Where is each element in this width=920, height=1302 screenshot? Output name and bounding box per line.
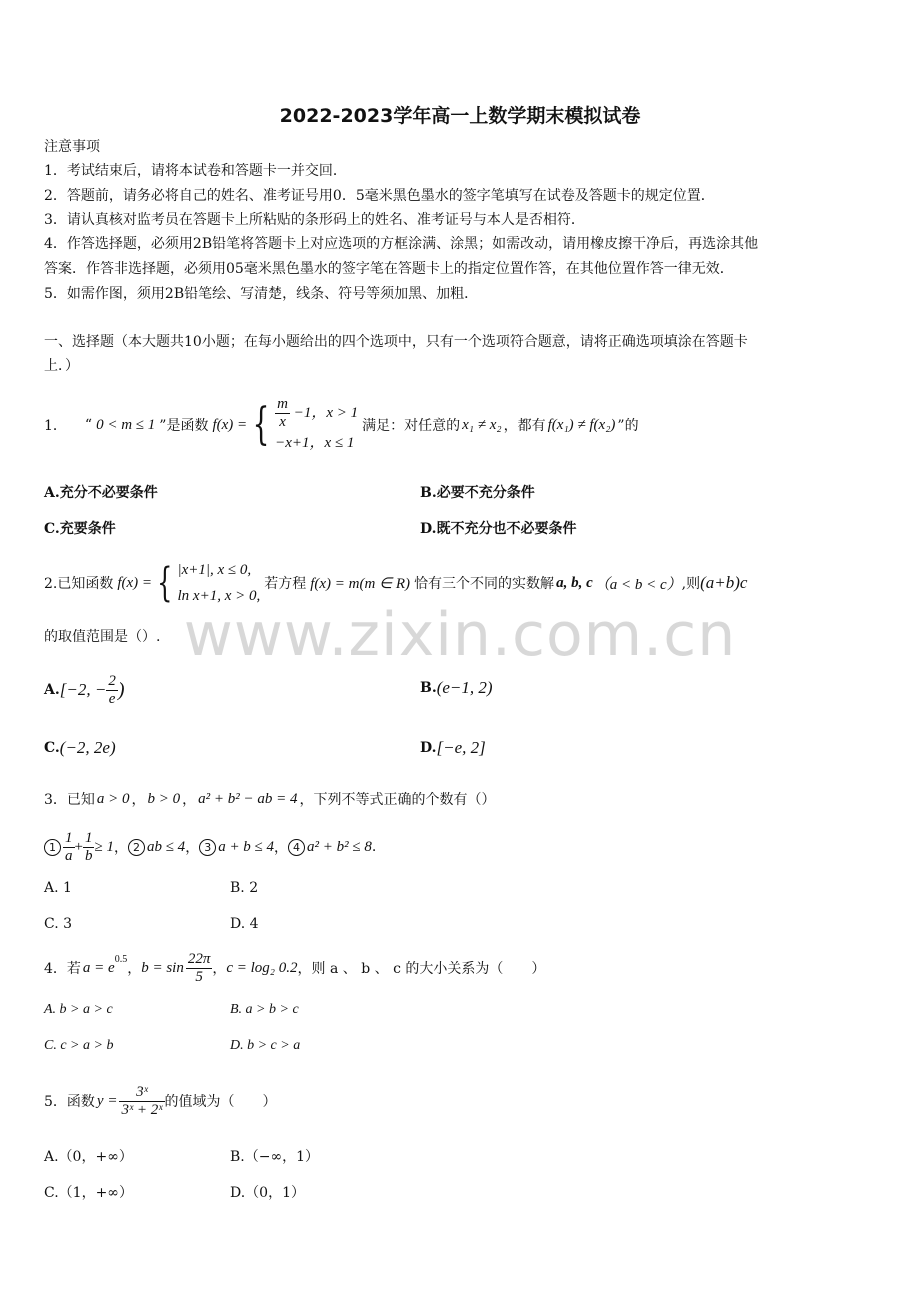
q2-option-d-value: [−e, 2] — [436, 738, 486, 757]
q1-mid-text-2: ，都有 — [503, 418, 546, 434]
q3-cond-1: ≥ 1 — [94, 838, 114, 855]
q2-function: f(x) = — [117, 574, 153, 591]
q2-case-1: |x+1|, x ≤ 0, — [177, 562, 252, 578]
q4-post: ，则 a 、 b 、 c 的大小关系为（ ） — [297, 961, 546, 977]
question-3: 3．已知 a > 0 ， b > 0 ， a² + b² − ab = 4 ，下列不等式正确的个数有（） — [44, 790, 496, 808]
notice-item-2: 2．答题前，请务必将自己的姓名、准考证号用0．5毫米黑色墨水的签字笔填写在试卷及答题卡的规定位置． — [44, 188, 715, 204]
question-4: 4．若 a = e $^{0.5}$ ， b = sin $\frac{22\pi}{5}$ ， c = log₂ 0.2 ，则 a 、 b 、 c 的大小关系为（ ） — [44, 950, 546, 985]
section-heading: 一、选择题（本大题共10小题；在每小题给出的四个选项中，只有一个选项符合题意，请将正确选项填涂在答题卡 — [44, 334, 748, 350]
q2-option-a[interactable] — [44, 666, 124, 714]
q4-a: a = e — [82, 959, 115, 976]
q2-option-b-label: B. — [420, 680, 437, 696]
q4-option-a[interactable]: A. b > a > c — [44, 1002, 113, 1017]
q1-cases — [275, 396, 358, 455]
q4-b: b = sin — [141, 959, 184, 976]
q3-option-c[interactable]: C. 3 — [44, 916, 73, 932]
q2-equation: f(x) = m(m ∈ R) — [310, 575, 411, 592]
notice-item-5: 5．如需作图，须用2B铅笔绘、写清楚，线条、符号等须加黑、加粗． — [44, 286, 479, 302]
q1-fraction: $\frac{m}{x}$ — [277, 395, 288, 430]
q1-open-quote: “ — [84, 417, 93, 433]
q2-option-a-label: A. — [44, 682, 60, 698]
q2-option-a-fraction: $\frac{2}{e}$ — [108, 672, 116, 707]
q2-then: ,则 — [681, 576, 701, 592]
section-heading-cont: 上．） — [44, 358, 79, 374]
q2-expression: (a+b)c — [700, 573, 748, 592]
q5-option-a[interactable]: A.（0，+∞） — [44, 1149, 133, 1165]
notice-item-1: 1．考试结束后，请将本试卷和答题卡一并交回． — [44, 163, 347, 179]
q3-option-a[interactable]: A. 1 — [44, 880, 72, 896]
q5-option-d[interactable]: D.（0，1） — [230, 1185, 305, 1201]
q1-case-2: −x+1，x ≤ 1 — [275, 434, 355, 451]
question-2 — [44, 555, 747, 611]
q1-option-d[interactable]: D.既不充分也不必要条件 — [420, 521, 577, 537]
q4-pre: 4．若 — [44, 961, 81, 977]
q3-conditions: 1 $\frac{1}{a}$ + $\frac{1}{b}$ ≥ 1 ， 2 ab ≤ 4 ， 3 a + b ≤ 4 ， 4 a² + b² ≤ 8 . — [44, 824, 376, 870]
q4-option-c[interactable]: C. c > a > b — [44, 1038, 114, 1053]
circle-3-icon: 3 — [199, 839, 216, 856]
q3-frac-1a: $\frac{1}{a}$ — [65, 829, 73, 864]
notice-item-3: 3．请认真核对监考员在答题卡上所粘贴的条形码上的姓名、准考证号与本人是否相符． — [44, 212, 585, 228]
q1-brace: { — [252, 399, 270, 450]
q2-order: （a < b < c） — [594, 576, 682, 593]
q2-option-c-value: (−2, 2e) — [59, 738, 116, 757]
q3-stem-post: ，下列不等式正确的个数有（） — [299, 792, 496, 808]
q2-option-b[interactable] — [420, 678, 493, 698]
notice-item-4-cont: 答案．作答非选择题，必须用05毫米黑色墨水的签字笔在答题卡上的指定位置作答，在其他位置作答一律无效． — [44, 261, 734, 277]
q4-option-d[interactable]: D. b > c > a — [230, 1038, 301, 1053]
q5-pre: 5．函数 — [44, 1094, 95, 1110]
q5-option-c[interactable]: C.（1，+∞） — [44, 1185, 133, 1201]
q2-case-2: ln x+1, x > 0, — [177, 588, 261, 604]
q1-end-text: ”的 — [617, 418, 639, 434]
page-title: 2022-2023学年高一上数学期末模拟试卷 — [279, 105, 641, 127]
q1-condition: 0 < m ≤ 1 — [96, 416, 156, 433]
q5-y: y = — [96, 1092, 118, 1109]
q2-mid-text-2: 恰有三个不同的实数解 — [414, 576, 555, 592]
question-5 — [44, 1076, 277, 1126]
q2-option-a-left: [−2, − — [59, 680, 107, 699]
q3-stem-pre: 3．已知 — [44, 792, 95, 808]
q2-stem-cont: 的取值范围是（）. — [44, 629, 161, 645]
q2-mid-text: 若方程 — [264, 576, 307, 592]
q2-number: 2.已知函数 — [44, 576, 114, 592]
q1-option-c[interactable]: C.充要条件 — [44, 521, 116, 537]
circle-2-icon: 2 — [128, 839, 145, 856]
q1-f-neq: f(x₁) ≠ f(x₂) — [547, 416, 616, 433]
q3-equation: a² + b² − ab = 4 — [198, 790, 298, 807]
q4-c: c = log₂ 0.2 — [226, 959, 298, 976]
q2-brace: { — [157, 560, 173, 606]
circle-1-icon: 1 — [44, 839, 61, 856]
q1-stem-text: ”是函数 — [159, 418, 209, 434]
question-1 — [44, 390, 639, 460]
q3-a-positive: a > 0 — [96, 790, 130, 807]
q3-frac-1b: $\frac{1}{b}$ — [84, 829, 93, 864]
q3-cond-3: a + b ≤ 4 — [218, 838, 275, 855]
q2-option-d-label: D. — [420, 740, 437, 756]
q2-cases — [178, 557, 261, 609]
q2-option-c-label: C. — [44, 740, 60, 756]
q1-x1-neq-x2: x₁ ≠ x₂ — [462, 416, 502, 433]
notice-item-4: 4．作答选择题，必须用2B铅笔将答题卡上对应选项的方框涂满、涂黑；如需改动，请用橡皮擦干净后，再选涂其他 — [44, 236, 759, 252]
notice-heading: 注意事项 — [44, 139, 100, 155]
q1-number: 1． — [44, 418, 67, 434]
q2-option-a-right: ) — [117, 678, 125, 701]
q1-option-b[interactable]: B.必要不充分条件 — [420, 485, 535, 501]
q5-fraction: $\frac{\text{3ˣ}}{\text{3ˣ + 2ˣ}}$ — [121, 1083, 163, 1118]
q3-cond-4: a² + b² ≤ 8 — [307, 838, 372, 855]
watermark: www.zixin.com.cn — [183, 600, 737, 670]
q3-option-b[interactable]: B. 2 — [230, 880, 259, 896]
q2-option-c[interactable] — [44, 738, 116, 758]
q2-option-d[interactable] — [420, 738, 486, 758]
q3-option-d[interactable]: D. 4 — [230, 916, 259, 932]
q2-option-b-value: (e−1, 2) — [436, 678, 493, 697]
q1-option-a[interactable]: A.充分不必要条件 — [44, 485, 158, 501]
q3-b-positive: b > 0 — [147, 790, 181, 807]
circle-4-icon: 4 — [288, 839, 305, 856]
q4-b-fraction: $\frac{22\pi}{5}$ — [187, 950, 211, 985]
q5-post: 的值域为（ ） — [164, 1094, 277, 1110]
q1-mid-text: 满足：对任意的 — [362, 418, 461, 434]
q4-a-exponent: 0.5 — [114, 954, 128, 965]
q1-case-1: −1，x > 1 — [293, 404, 359, 421]
q2-abc: a, b, c — [556, 574, 593, 591]
q4-option-b[interactable]: B. a > b > c — [230, 1002, 299, 1017]
q5-option-b[interactable]: B.（−∞，1） — [230, 1149, 320, 1165]
q3-cond-2: ab ≤ 4 — [146, 838, 186, 855]
q1-function: f(x) = — [212, 416, 248, 433]
